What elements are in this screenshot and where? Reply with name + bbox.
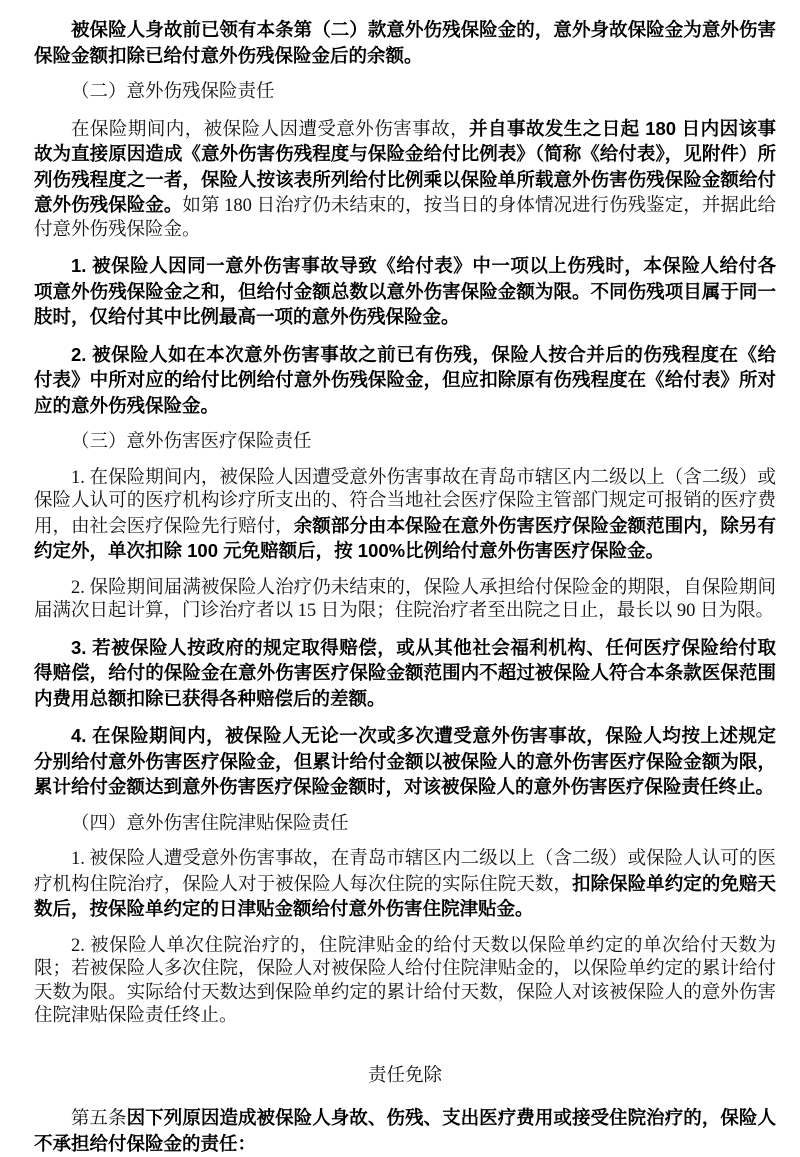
- text-segment: 如第 180 日治疗仍未结束的，按当日的身体情况进行伤残鉴定，并据此给付意外伤残保险金。: [34, 196, 776, 240]
- text-segment: （四）意外伤害住院津贴保险责任: [71, 813, 349, 834]
- text-segment: 责任免除: [367, 1065, 442, 1086]
- section-heading: [34, 81, 776, 105]
- paragraph: [34, 343, 776, 420]
- paragraph: [34, 577, 776, 624]
- text-segment: 4. 在保险期间内，被保险人无论一次或多次遭受意外伤害事故，保险人均按上述规定分别给付意外伤害医疗保险金，但累计给付金额以被保险人的意外伤害医疗保险金额为限，累计给付金额达到意外伤害医疗保险金额时，对该被保险人的意外伤害医疗保险责任终止。: [34, 725, 776, 797]
- text-segment: 1. 被保险人遭受意外伤害事故，在青岛市辖区内二级以上（含二级）或保险人认可的医疗机构住院治疗，保险人对于被保险人每次住院的实际住院天数，: [34, 849, 776, 895]
- text-segment: 在保险期间内，被保险人因遭受意外伤害事故，: [71, 119, 470, 140]
- paragraph: [34, 18, 776, 69]
- paragraph: [34, 1106, 776, 1157]
- text-segment: 2. 保险期间届满被保险人治疗仍未结束的，保险人承担给付保险金的期限，自保险期间届满次日起计算，门诊治疗者以 15 日为限；住院治疗者至出院之日止，最长以 90 日为限。: [34, 577, 776, 621]
- text-segment: 1. 在保险期间内，被保险人因遭受意外伤害事故在青岛市辖区内二级以上（含二级）或保险人认可的医疗机构诊疗所支出的、符合当地社会医疗保险主管部门规定可报销的医疗费用，由社会医疗保险先行赔付，: [34, 467, 776, 537]
- text-segment: 扣除保险单约定的免赔天数后，按保险单约定的日津贴金额给付意外伤害住院津贴金。: [34, 872, 776, 919]
- paragraph: [34, 636, 776, 713]
- text-segment: （三）意外伤害医疗保险责任: [71, 432, 312, 452]
- paragraph: [34, 935, 776, 1029]
- paragraph: [34, 467, 776, 565]
- text-segment: 2. 被保险人单次住院治疗的，住院津贴金的给付天数以保险单约定的单次给付天数为限；若被保险人多次住院，保险人对被保险人给付住院津贴金的，以保险单约定的累计给付天数为限。实际给付天数达到保险单约定的累计给付天数，保险人对该被保险人的意外伤害住院津贴保险责任终止。: [34, 935, 776, 1026]
- text-segment: 3. 若被保险人按政府的规定取得赔偿，或从其他社会福利机构、任何医疗保险给付取得赔偿，给付的保险金在意外伤害医疗保险金额范围内不超过被保险人符合本条款医保范围内费用总额扣除已获得各种赔偿后的差额。: [34, 636, 776, 709]
- paragraph: [34, 848, 776, 923]
- text-segment: 余额部分由本保险在意外伤害医疗保险金额范围内，除另有约定外，单次扣除 100 元免赔额后，按 100%比例给付意外伤害医疗保险金。: [34, 514, 776, 561]
- text-segment: 被保险人身故前已领有本条第（二）款意外伤残保险金的，意外身故保险金为意外伤害保险金额扣除已给付意外伤残保险金后的余额。: [34, 19, 776, 66]
- text-segment: 1. 被保险人因同一意外伤害事故导致《给付表》中一项以上伤残时，本保险人给付各项意外伤残保险金之和，但给付金额总数以意外伤害保险金额为限。不同伤残项目属于同一肢时，仅给付其中比例最高一项的意外伤残保险金。: [34, 255, 776, 327]
- paragraph: [34, 724, 776, 801]
- center-heading: [34, 1065, 776, 1089]
- policy-text-body: [34, 18, 776, 1157]
- section-heading: [34, 431, 776, 455]
- paragraph: [34, 117, 776, 243]
- paragraph: [34, 254, 776, 331]
- text-segment: （二）意外伤残保险责任: [71, 82, 275, 102]
- text-segment: 2. 被保险人如在本次意外伤害事故之前已有伤残，保险人按合并后的伤残程度在《给付表》中所对应的给付比例给付意外伤残保险金，但应扣除原有伤残程度在《给付表》所对应的意外伤残保险金。: [34, 343, 776, 416]
- text-segment: 并自事故发生之日起 180 日内因该事故为直接原因造成《意外伤害伤残程度与保险金给付比例表》（简称《给付表》，见附件）所列伤残程度之一者，保险人按该表所列给付比例乘以保险单所载意外伤害伤残保险金额给付意外伤残保险金。: [34, 117, 776, 215]
- section-heading: [34, 813, 776, 837]
- text-segment: 因下列原因造成被保险人身故、伤残、支出医疗费用或接受住院治疗的，保险人不承担给付保险金的责任：: [34, 1107, 776, 1154]
- text-segment: 第五条: [71, 1109, 127, 1129]
